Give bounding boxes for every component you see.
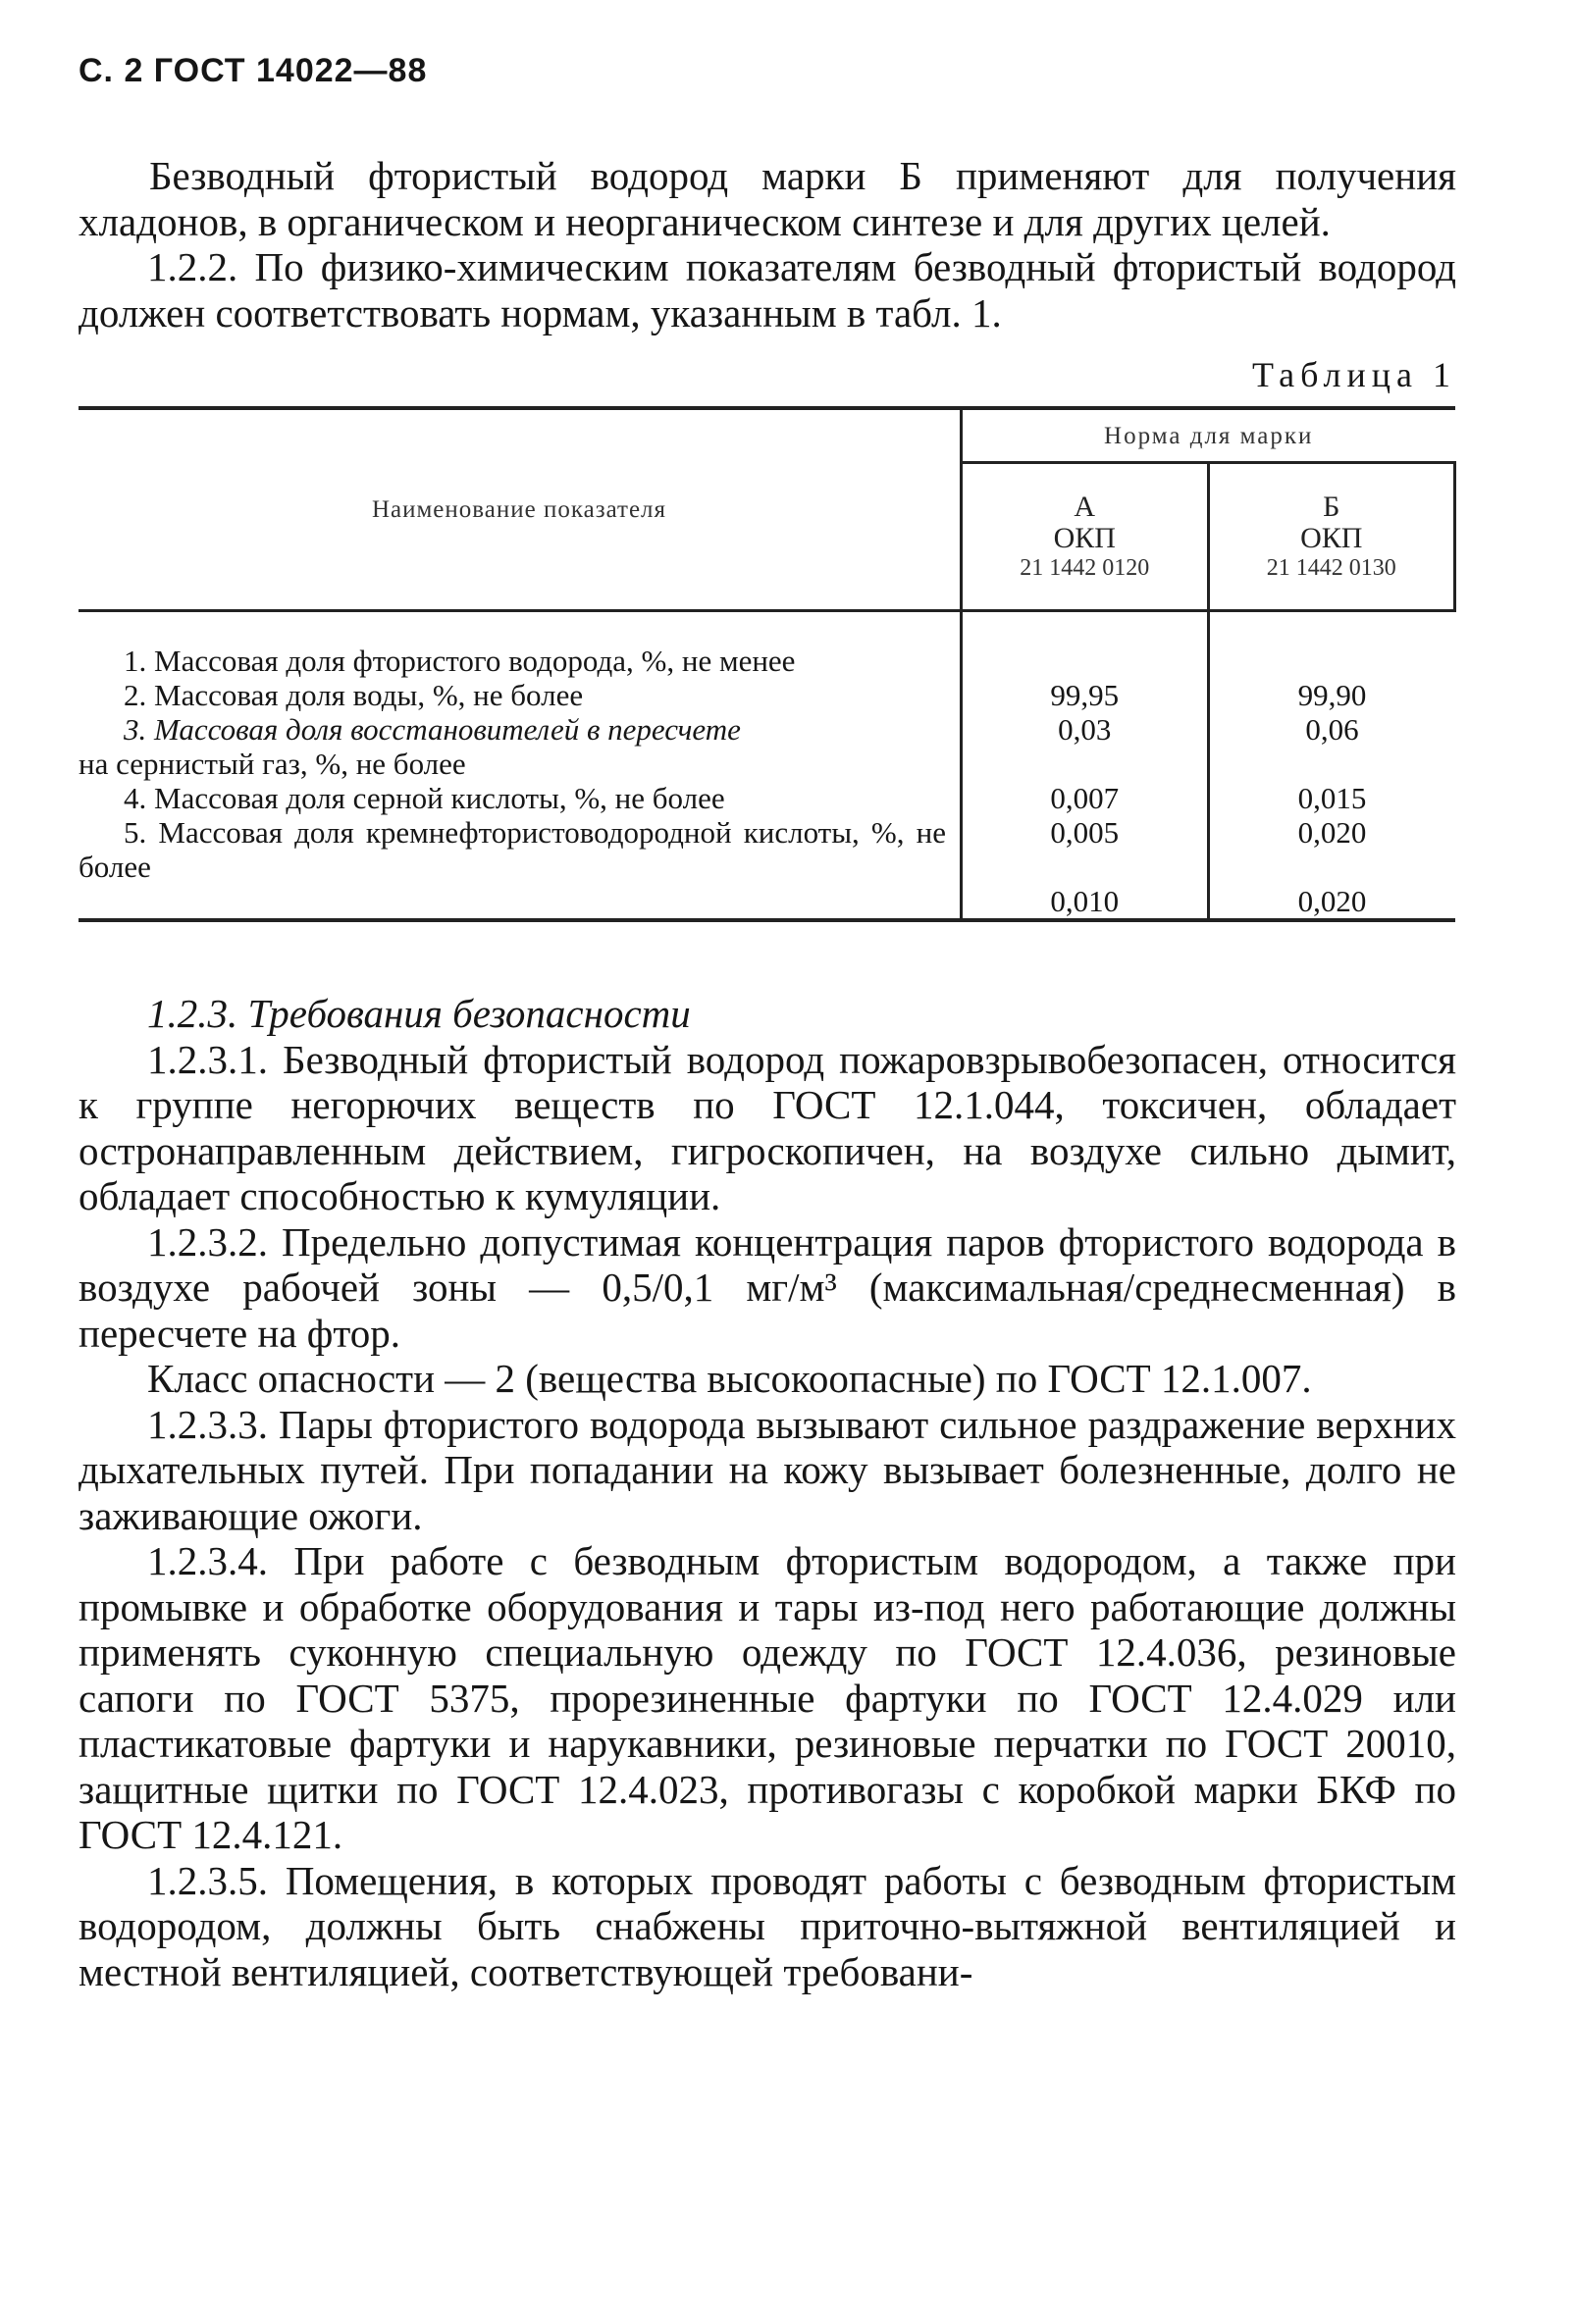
table-body: [79, 611, 1455, 921]
section-title-safety: 1.2.3. Требования безопасности: [147, 991, 691, 1036]
table-row-2-name: 2. Массовая доля воды, %, не более: [124, 678, 584, 712]
paragraph-1-2-3-4: 1.2.3.4. При работе с безводным фтористым водородом, а также при промывке и обработке оборудования и тары из-под него работающие должны применять суконную специальную одежду по ГОСТ 12.4.036, резиновые сапоги по ГОСТ 5375, прорезиненные фартуки по ГОСТ 12.4.029 или пластикатовые фартуки и нарукавники, резиновые перчатки по ГОСТ 20010, защитные щитки по ГОСТ 12.4.023, противогазы с коробкой марки БКФ по ГОСТ 12.4.121.: [79, 1538, 1456, 1857]
grade-b-values-column: [1208, 611, 1455, 921]
paragraph-1-2-3-2: 1.2.3.2. Предельно допустимая концентрация паров фтористого водорода в воздухе рабочей зоны — 0,5/0,1 мг/м³ (максимальная/среднесменная) в пересчете на фтор.: [79, 1218, 1456, 1356]
header-indicator-name: Наименование показателя: [79, 408, 962, 611]
table-row-4-name: 4. Массовая доля серной кислоты, %, не более: [124, 781, 725, 815]
header-grade-b: [1208, 463, 1455, 611]
grade-b-okp-code: 21 1442 0130: [1266, 555, 1396, 581]
header-grade-a: [962, 463, 1209, 611]
row-5-value-b: 0,020: [1297, 884, 1367, 918]
row-3-value-b: 0,015: [1297, 781, 1367, 815]
grade-a-okp-code: 21 1442 0120: [1020, 555, 1150, 581]
table-row-5-name: 5. Массовая доля кремнефтористоводородной кислоты, %, не более: [79, 815, 946, 884]
table-row-1-name: 1. Массовая доля фтористого водорода, %, не менее: [124, 644, 796, 678]
grade-a-okp-label: ОКП: [1053, 522, 1116, 554]
norms-table: [79, 406, 1456, 922]
grade-a-letter: А: [1074, 491, 1096, 523]
row-2-value-b: 0,06: [1305, 712, 1359, 747]
row-4-value-b: 0,020: [1297, 815, 1367, 850]
grade-b-okp-label: ОКП: [1300, 522, 1363, 554]
row-2-value-a: 0,03: [1058, 712, 1112, 747]
table-caption: Таблица 1: [1252, 355, 1456, 394]
row-4-value-a: 0,005: [1050, 815, 1120, 850]
indicator-names-column: [79, 611, 962, 921]
table-row-3-name: 3. Массовая доля восстановителей в пересчете на сернистый газ, %, не более: [79, 712, 741, 781]
paragraph-grade-b-usage: Безводный фтористый водород марки Б применяют для получения хладонов, в органическом и неорганическом синтезе и для других целей.: [79, 153, 1456, 244]
paragraph-1-2-2: 1.2.2. По физико-химическим показателям безводный фтористый водород должен соответствовать нормам, указанным в табл. 1.: [79, 244, 1456, 336]
paragraph-1-2-3-3: 1.2.3.3. Пары фтористого водорода вызывают сильное раздражение верхних дыхательных путей. При попадании на кожу вызывает болезненные, долго не заживающие ожоги.: [79, 1401, 1456, 1538]
row-1-value-b: 99,90: [1297, 678, 1367, 712]
grade-b-letter: Б: [1323, 491, 1340, 523]
header-grade-norm: Норма для марки: [962, 408, 1455, 463]
paragraph-1-2-3-5: 1.2.3.5. Помещения, в которых проводят работы с безводным фтористым водородом, должны быть снабжены приточно-вытяжной вентиляцией и местной вентиляцией, соответствующей требовани-: [79, 1857, 1456, 1994]
paragraph-hazard-class: Класс опасности — 2 (вещества высокоопасные) по ГОСТ 12.1.007.: [147, 1356, 1312, 1401]
page-header: С. 2 ГОСТ 14022—88: [79, 52, 428, 89]
row-3-value-a: 0,007: [1050, 781, 1120, 815]
paragraph-1-2-3-1: 1.2.3.1. Безводный фтористый водород пожаровзрывобезопасен, относится к группе негорючих веществ по ГОСТ 12.1.044, токсичен, обладает остронаправленным действием, гигроскопичен, на воздухе сильно дымит, обладает способностью к кумуляции.: [79, 1036, 1456, 1218]
row-1-value-a: 99,95: [1050, 678, 1120, 712]
row-5-value-a: 0,010: [1050, 884, 1120, 918]
document-page: [79, 51, 1456, 1994]
grade-a-values-column: [962, 611, 1209, 921]
